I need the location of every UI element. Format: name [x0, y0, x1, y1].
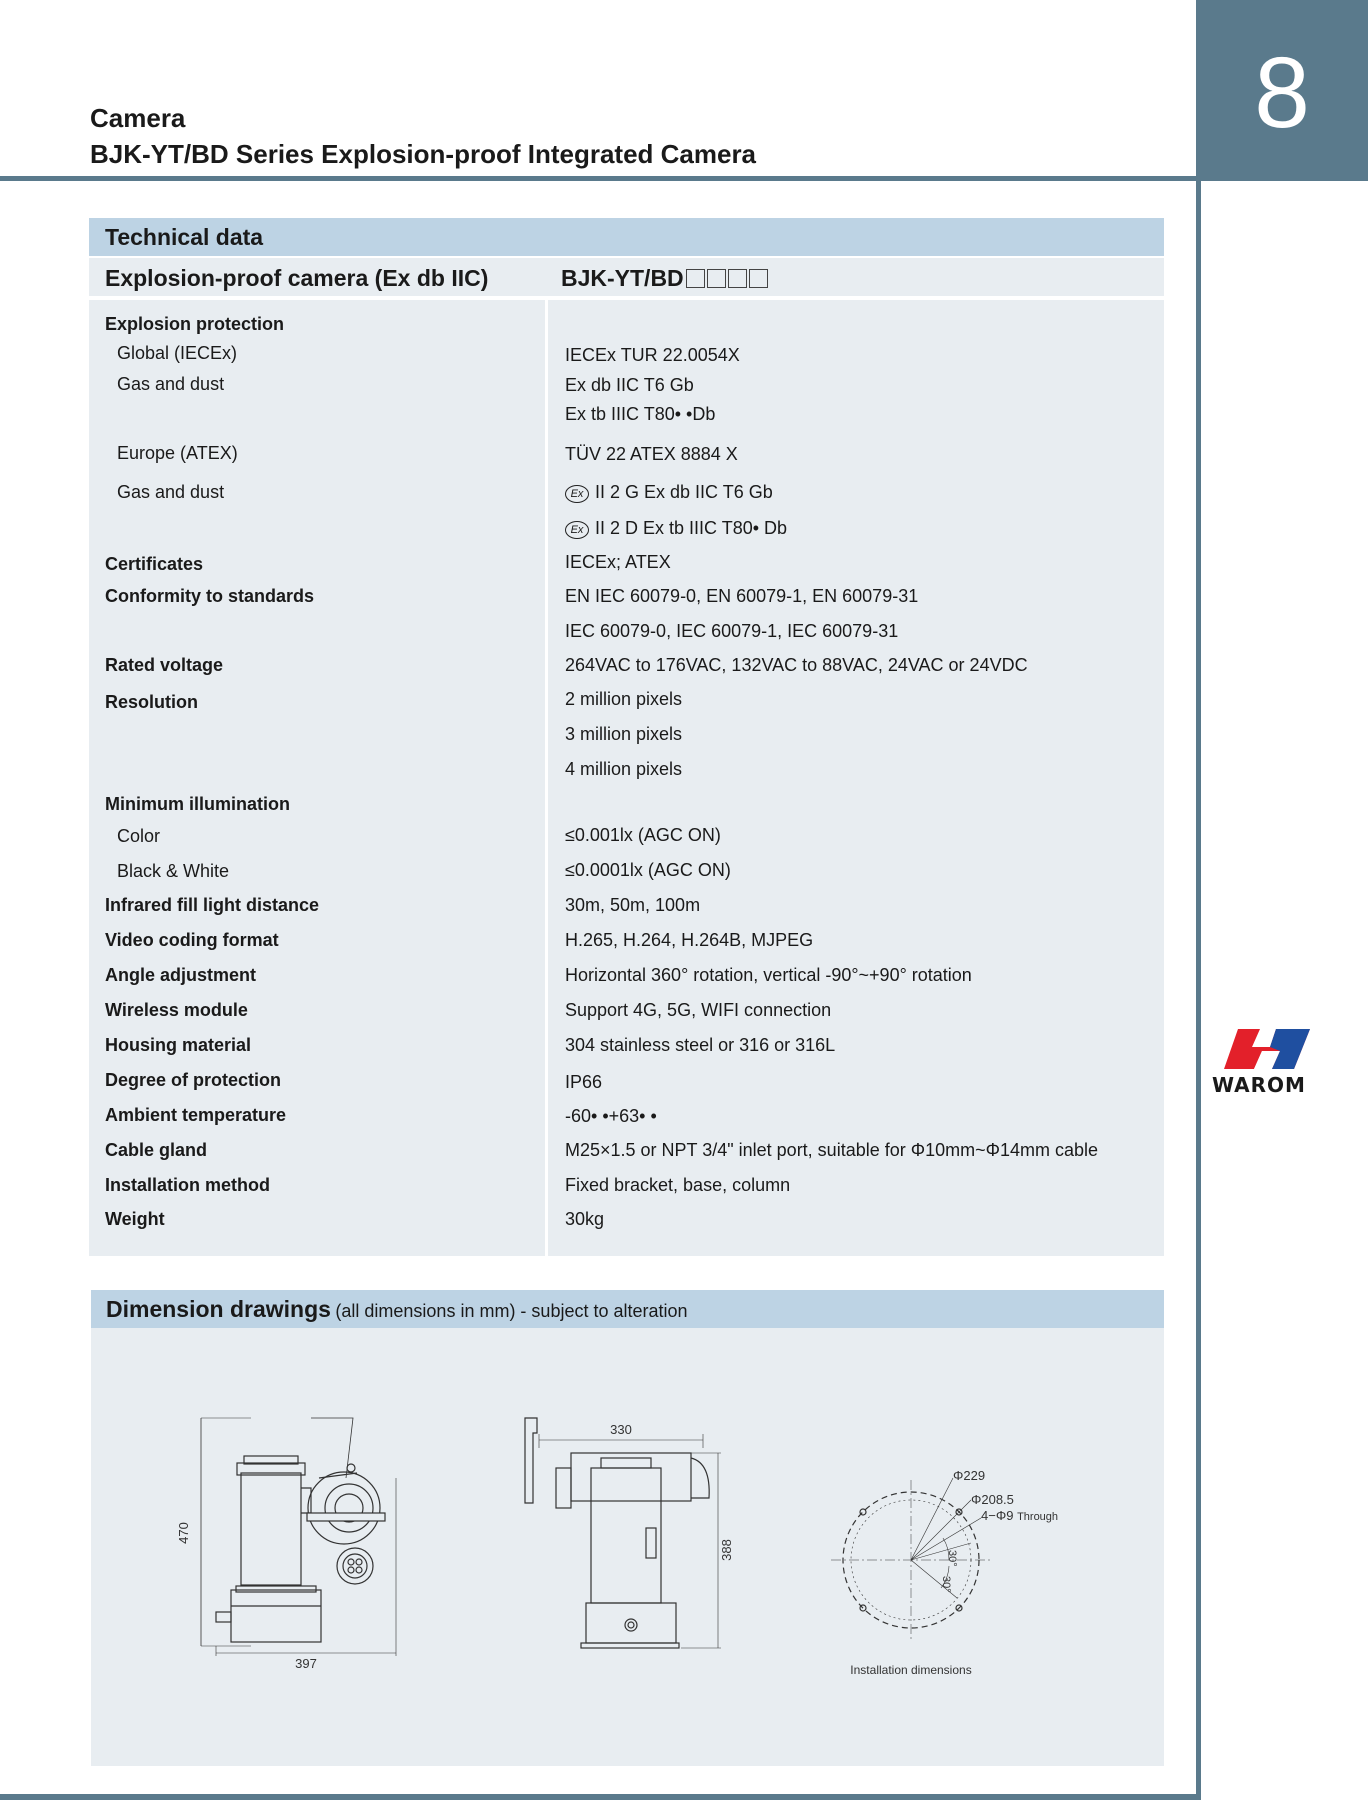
dimension-title: Dimension drawings: [106, 1296, 331, 1322]
dim-angle-1: 30°: [946, 1550, 958, 1567]
column-divider: [545, 300, 548, 1256]
brand-logo: [1210, 1025, 1320, 1095]
value-resolution: 2 million pixels: [565, 689, 683, 709]
value-video-coding: H.265, H.264, H.264B, MJPEG: [565, 930, 814, 950]
label-housing: Housing material: [105, 1035, 252, 1055]
logo-wordmark: WAROM: [1212, 1073, 1306, 1097]
value-installation: Fixed bracket, base, column: [565, 1175, 791, 1195]
dim-front-height: 388: [719, 1539, 734, 1561]
dim-bolt-circle: Φ208.5: [971, 1492, 1014, 1507]
dim-side-width: 397: [295, 1656, 317, 1671]
dimension-drawings-section: [91, 1290, 1164, 1766]
value-housing: 304 stainless steel or 316 or 316L: [565, 1035, 836, 1055]
label-gas-dust: Gas and dust: [117, 374, 225, 394]
value-resolution: 4 million pixels: [565, 759, 683, 779]
value-angle: Horizontal 360° rotation, vertical -90°~+90° rotation: [565, 965, 972, 985]
value-ambient: -60• •+63• •: [565, 1106, 657, 1126]
value-atex-gas: Ex II 2 G Ex db IIC T6 Gb: [565, 482, 773, 503]
dim-angle-2: 30°: [940, 1576, 952, 1593]
dim-outer-diameter: Φ229: [953, 1468, 986, 1483]
value-rated-voltage: 264VAC to 176VAC, 132VAC to 88VAC, 24VAC or 24VDC: [565, 655, 1028, 675]
right-edge-rule: [1196, 181, 1201, 1800]
label-cable-gland: Cable gland: [105, 1140, 208, 1160]
label-weight: Weight: [105, 1209, 165, 1229]
page-header: [90, 100, 756, 172]
category-title: Camera: [90, 103, 186, 133]
value-cable-gland: M25×1.5 or NPT 3/4" inlet port, suitable for Φ10mm~Φ14mm cable: [565, 1140, 1099, 1160]
product-header-row: [89, 258, 1164, 296]
dimension-note: (all dimensions in mm) - subject to alteration: [335, 1301, 688, 1321]
label-rated-voltage: Rated voltage: [105, 655, 224, 675]
label-video-coding: Video coding format: [105, 930, 279, 950]
variant-box: [686, 269, 705, 288]
model-code: [561, 265, 768, 292]
value-conformity: EN IEC 60079-0, EN 60079-1, EN 60079-31: [565, 586, 919, 606]
ex-mark-icon: Ex: [565, 485, 589, 503]
label-explosion-protection: Explosion protection: [105, 314, 285, 334]
value-wireless: Support 4G, 5G, WIFI connection: [565, 1000, 832, 1020]
installation-caption: Installation dimensions: [850, 1663, 972, 1677]
label-conformity: Conformity to standards: [105, 586, 315, 606]
value-color: ≤0.001lx (AGC ON): [565, 825, 721, 845]
value-gas-dust: Ex tb IIIC T80• •Db: [565, 404, 716, 424]
value-black-white: ≤0.0001lx (AGC ON): [565, 860, 731, 880]
model-name: BJK-YT/BD: [561, 265, 684, 291]
product-series-title: BJK-YT/BD Series Explosion-proof Integrated Camera: [90, 139, 757, 169]
technical-data-table: [89, 300, 1164, 1256]
side-view-drawing: [176, 1418, 396, 1671]
label-gas-dust: Gas and dust: [117, 482, 225, 502]
value-gas-dust: Ex db IIC T6 Gb: [565, 375, 694, 395]
product-label: Explosion-proof camera (Ex db IIC): [105, 265, 489, 291]
dim-holes: 4−Φ9 Through: [981, 1508, 1059, 1523]
label-europe: Europe (ATEX): [117, 443, 238, 463]
label-installation: Installation method: [105, 1175, 271, 1195]
label-resolution: Resolution: [105, 692, 198, 712]
technical-data-heading: Technical data: [89, 218, 1164, 256]
value-infrared: 30m, 50m, 100m: [565, 895, 701, 915]
label-color: Color: [117, 826, 161, 846]
dimension-drawings-heading: [91, 1290, 1164, 1328]
value-certificates: IECEx; ATEX: [565, 552, 671, 572]
label-black-white: Black & White: [117, 861, 230, 881]
dim-front-width: 330: [610, 1422, 632, 1437]
label-wireless: Wireless module: [105, 1000, 248, 1020]
ex-mark-icon: Ex: [565, 521, 589, 539]
front-view-drawing: [525, 1418, 734, 1648]
label-global: Global (IECEx): [117, 343, 238, 363]
value-europe: TÜV 22 ATEX 8884 X: [565, 444, 738, 464]
logo-mark-icon: [1210, 1025, 1320, 1075]
label-min-illumination: Minimum illumination: [105, 794, 290, 814]
variant-box: [749, 269, 768, 288]
label-protection: Degree of protection: [105, 1070, 282, 1090]
bottom-rule: [0, 1794, 1201, 1800]
header-rule: [0, 176, 1196, 181]
technical-data-section: [89, 218, 1164, 1256]
value-resolution: 3 million pixels: [565, 724, 683, 744]
label-certificates: Certificates: [105, 554, 204, 574]
installation-drawing: [831, 1468, 1058, 1677]
page-number: 8: [1254, 37, 1310, 149]
value-protection: IP66: [565, 1072, 603, 1092]
variant-box: [707, 269, 726, 288]
variant-box: [728, 269, 747, 288]
value-weight: 30kg: [565, 1209, 605, 1229]
value-atex-dust: Ex II 2 D Ex tb IIIC T80• Db: [565, 518, 787, 539]
page-number-tab: [1196, 0, 1368, 181]
dim-side-height: 470: [176, 1522, 191, 1544]
dimension-drawings: [91, 1328, 1164, 1766]
value-conformity: IEC 60079-0, IEC 60079-1, IEC 60079-31: [565, 621, 899, 641]
label-angle: Angle adjustment: [105, 965, 257, 985]
label-infrared: Infrared fill light distance: [105, 895, 320, 915]
label-ambient: Ambient temperature: [105, 1105, 287, 1125]
value-global: IECEx TUR 22.0054X: [565, 345, 740, 365]
